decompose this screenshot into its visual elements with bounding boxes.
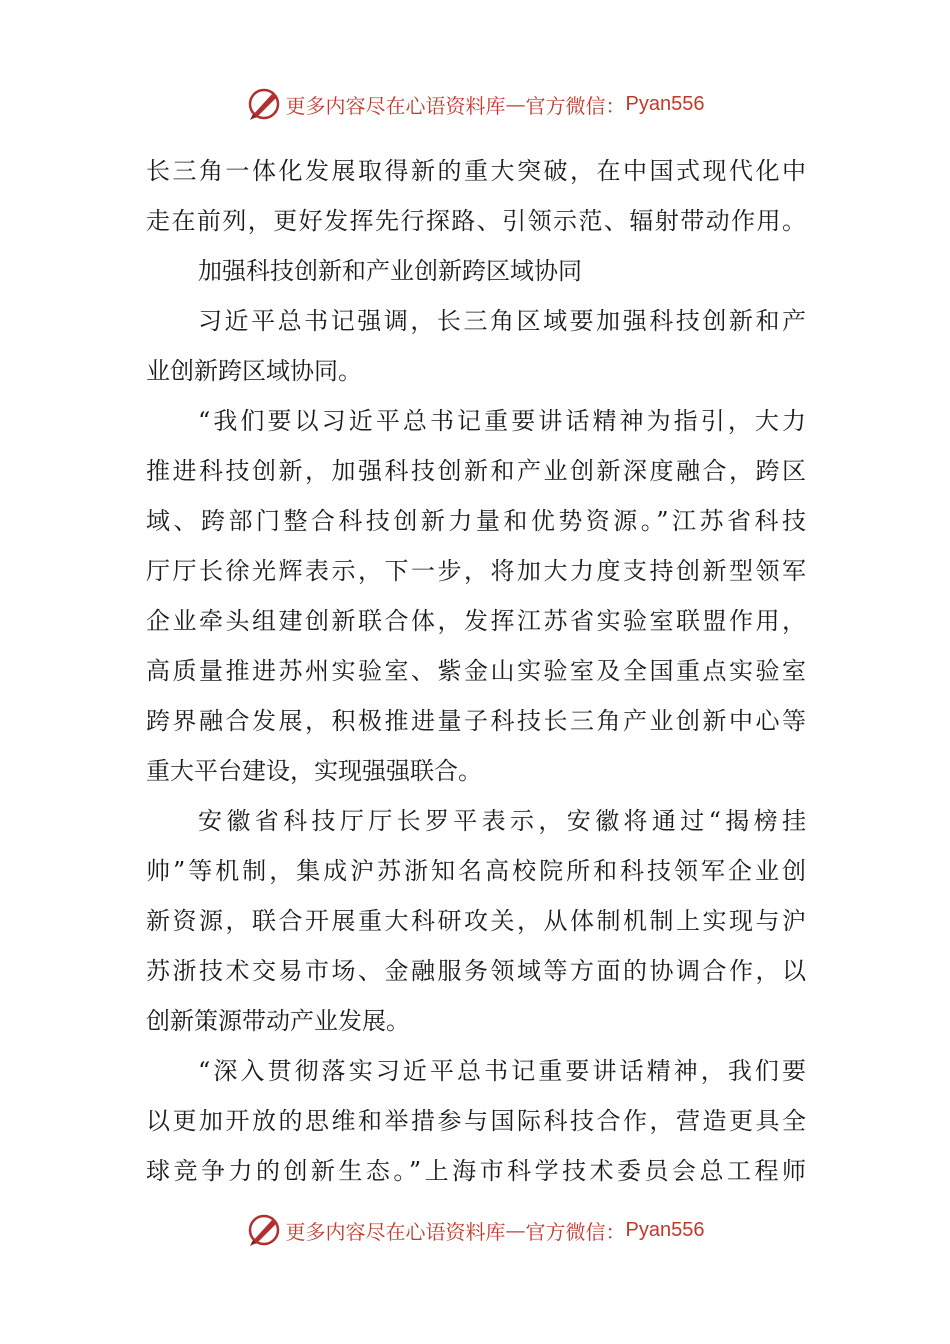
footer-slogan: 更多内容尽在心语资料库 <box>285 1219 506 1244</box>
article-body <box>146 146 806 1196</box>
text-line: 厅厅长徐光辉表示，下一步，将加大力度支持创新型领军 <box>146 557 806 585</box>
header-slogan: 更多内容尽在心语资料库 <box>285 93 506 118</box>
text-line: 业创新跨区域协同。 <box>146 357 362 385</box>
footer-banner <box>0 1210 950 1250</box>
pen-circle-logo-icon <box>246 1212 282 1248</box>
text-line: 跨界融合发展，积极推进量子科技长三角产业创新中心等 <box>146 707 806 735</box>
text-line: 新资源，联合开展重大科研攻关，从体制机制上实现与沪 <box>146 907 806 935</box>
text-line: 域、跨部门整合科技创新力量和优势资源。”江苏省科技 <box>146 507 806 535</box>
text-line: 推进科技创新，加强科技创新和产业创新深度融合，跨区 <box>146 457 806 485</box>
footer-contact-label: 官方微信： <box>525 1219 626 1244</box>
header-banner <box>0 84 950 124</box>
text-line: 走在前列，更好发挥先行探路、引领示范、辐射带动作用。 <box>146 207 806 235</box>
footer-wechat-id: Pyan556 <box>625 1218 705 1241</box>
text-line: 球竞争力的创新生态。”上海市科学技术委员会总工程师 <box>146 1157 806 1185</box>
text-line: 帅”等机制，集成沪苏浙知名高校院所和科技领军企业创 <box>146 857 806 885</box>
text-line: 企业牵头组建创新联合体，发挥江苏省实验室联盟作用， <box>146 607 806 635</box>
section-heading: 加强科技创新和产业创新跨区域协同 <box>198 257 582 285</box>
text-line: “深入贯彻落实习近平总书记重要讲话精神，我们要 <box>198 1057 806 1085</box>
pen-circle-logo-icon <box>246 86 282 122</box>
text-line: “我们要以习近平总书记重要讲话精神为指引，大力 <box>198 407 806 435</box>
footer-dash: — <box>505 1218 526 1242</box>
text-line: 创新策源带动产业发展。 <box>146 1007 410 1035</box>
header-wechat-id: Pyan556 <box>625 92 705 115</box>
header-contact-label: 官方微信： <box>525 93 626 118</box>
text-line: 高质量推进苏州实验室、紫金山实验室及全国重点实验室 <box>146 657 806 685</box>
text-line: 长三角一体化发展取得新的重大突破，在中国式现代化中 <box>146 157 806 185</box>
header-dash: — <box>505 92 526 116</box>
text-line: 以更加开放的思维和举措参与国际科技合作，营造更具全 <box>146 1107 806 1135</box>
text-line: 安徽省科技厅厅长罗平表示，安徽将通过“揭榜挂 <box>198 807 806 835</box>
text-line: 习近平总书记强调，长三角区域要加强科技创新和产 <box>198 307 806 335</box>
text-line: 苏浙技术交易市场、金融服务领域等方面的协调合作，以 <box>146 957 806 985</box>
text-line: 重大平台建设，实现强强联合。 <box>146 757 482 785</box>
